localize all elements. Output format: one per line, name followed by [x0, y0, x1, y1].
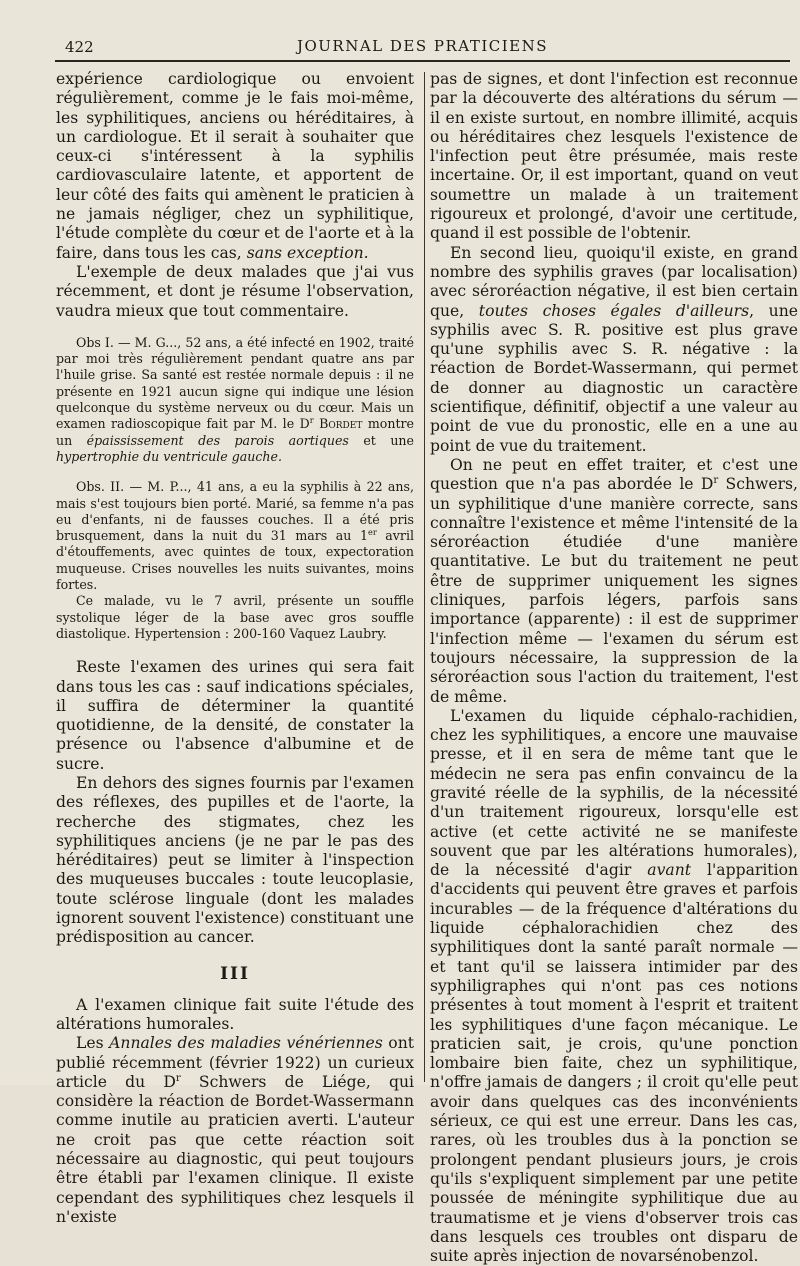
emphasis-text: avant: [647, 861, 692, 880]
emphasis-text: Annales des maladies vénériennes: [109, 1034, 383, 1053]
superscript: r: [175, 1072, 181, 1084]
emphasis-text: épaississement des parois aortiques: [86, 432, 349, 448]
observation-two: [56, 479, 414, 593]
obs-text: et une: [348, 432, 414, 448]
person-name: Bordet: [319, 416, 363, 432]
observation-two-continued: Ce malade, vu le 7 avril, présente un souffle systolique léger de la base avec gros souffle diastolique. Hypertension : 200-160 Vaquez Laubry.: [56, 593, 414, 641]
left-column: [56, 70, 415, 1226]
column-divider: [424, 72, 425, 1082]
paragraph-text: L'examen du liquide céphalo-rachidien, chez les syphilitiques, a encore une mauvaise presse, et il en sera de même tant que le médecin ne sera pas enfin convaincu de la gravité réelle de la syphilis, de la nécessité d'un traitement rigoureux, lorsqu'elle est active (et cette activité ne se manifeste souvent que par les altérations humorales), de la nécessité d'agir: [430, 706, 798, 880]
section-heading: III: [220, 963, 250, 984]
superscript: r: [309, 415, 314, 426]
emphasis-text: toutes choses égales d'ailleurs: [478, 301, 750, 320]
emphasis-text: hypertrophie du ventricule gauche.: [56, 448, 282, 464]
journal-title: JOURNAL DES PRATICIENS: [296, 37, 549, 55]
paragraph-text: En second lieu, quoiqu'il existe, en grand nombre des syphilis graves (par localisation) avec séroréaction négative, il est bien certain que,: [430, 243, 798, 320]
paragraph: En dehors des signes fournis par l'examen des réflexes, des pupilles et de l'aorte, la recherche des stigmates, chez les syphilitiques anciens (je ne par le pas des héréditaires) peut se limiter à l'inspection des muqueuses buccales : toute leucoplasie, toute sclérose linguale (dont les malades ignorent souvent l'existence) constituant une prédisposition au cancer.: [56, 773, 414, 947]
superscript: er: [367, 526, 377, 537]
paragraph: pas de signes, et dont l'infection est reconnue par la découverte des altérations du sérum — il en existe surtout, en nombre illimité, acquis ou héréditaires chez lesquels l'existence de l'infection peut être présumée, mais reste incertaine. Or, il est important, quand on veut soumettre un malade à un traitement rigoureux et prolongé, d'avoir une certitude, quand il est possible de l'obtenir.: [430, 70, 798, 243]
paragraph: A l'examen clinique fait suite l'étude des altérations humorales.: [56, 995, 414, 1033]
running-header: [55, 34, 790, 58]
paragraph-text: expérience cardiologique ou envoient régulièrement, comme je le fais moi-même, les syphilitiques, anciens ou héréditaires, à un cardiologue. Et il serait à souhaiter que ceux-ci s'intéressent à la syphilis cardiovasculaire latente, et apportent de leur côté des faits qui amènent le praticien à ne jamais négliger, chez un syphilitique, l'étude complète du cœur et de l'aorte et à la faire, dans tous les cas,: [56, 70, 414, 262]
paragraph-text: l'apparition d'accidents qui peuvent être graves et parfois incurables — de la fréquence d'altérations du liquide céphalorachidien chez des syphilitiques dont la santé paraît normale — et tant qu'il se laissera intimider par des syphiligraphes qui n'ont pas ces notions présentes à tout moment à l'esprit et traitent les syphilitiques d'une façon mécanique. Le praticien sait, je crois, qu'une ponction lombaire bien faite, chez un syphilitique, n'offre jamais de dangers ; il croit qu'elle peut avoir dans quelques cas des inconvénients sérieux, ce qui est une erreur. Dans les cas, rares, où les troubles dus à la ponction se prolongent pendant plusieurs jours, je crois qu'ils s'expliquent simplement par une petite poussée de méningite syphilitique due au traumatisme et je viens d'observer trois cas dans lesquels ces troubles ont disparu de suite après injection de novarsénobenzol.: [430, 861, 798, 1266]
paragraph: [56, 1034, 414, 1227]
header-rule: [55, 60, 790, 62]
paragraph: [430, 707, 798, 1266]
obs-text: montre un: [56, 416, 414, 448]
emphasis-text: sans exception.: [246, 243, 369, 262]
paragraph-text: On ne peut en effet traiter, et c'est une question que n'a pas abordée le D: [430, 455, 798, 494]
paragraph: Reste l'examen des urines qui sera fait dans tous les cas : sauf indications spéciales, il suffira de déterminer la quantité quotidienne, de la densité, de constater la présence ou l'absence d'albumine et de sucre.: [56, 658, 414, 773]
paragraph-text: ont publié récemment (février 1922) un curieux article du D: [56, 1034, 415, 1091]
superscript: r: [713, 475, 719, 487]
right-column: [430, 70, 798, 1266]
paragraph-text: Schwers de Liége, qui considère la réaction de Bordet-Wassermann comme inutile au praticien averti. L'auteur ne croit pas que cette réaction soit nécessaire au diagnostic, qui peut toujours être établi par l'examen clinique. Il existe cependant des syphilitiques chez lesquels il n'existe: [56, 1072, 414, 1226]
page-number: 422: [65, 38, 94, 56]
paragraph: [56, 70, 414, 263]
obs-text: Obs. II. — M. P..., 41 ans, a eu la syphilis à 22 ans, mais s'est toujours bien porté. Marié, sa femme n'a pas eu d'enfants, ni de fausses couches. Il a été pris brusquement, dans la nuit du 31 mars au 1: [56, 479, 414, 544]
observation-one: [56, 335, 414, 465]
paragraph-text: Schwers, un syphilitique d'une manière correcte, sans connaître l'existence et même l'intensité de la séroréaction étudiée d'une manière quantitative. Le but du traitement ne peut être de supprimer uniquement les signes cliniques, parfois légers, parfois sans importance (apparente) : il est de supprimer l'infection même — l'examen du sérum est toujours nécessaire, la suppression de la séroréaction sous l'action du traitement, l'est de même.: [430, 475, 798, 706]
obs-text: Obs I. — M. G..., 52 ans, a été infecté en 1902, traité par moi très régulièrement pendant quatre ans par l'huile grise. Sa santé est restée normale depuis : il ne présente en 1921 aucun signe qui indique une lésion quelconque du système nerveux ou du cœur. Mais un examen radioscopique fait par M. le D: [56, 334, 414, 432]
paragraph: [430, 244, 798, 456]
paragraph: [430, 456, 798, 707]
paragraph-text: , une syphilis avec S. R. positive est plus grave qu'une syphilis avec S. R. négative : la réaction de Bordet-Wassermann, qui permet de donner au diagnostic un caractère scientifique, définitif, objectif a une valeur au point de vue du pronostic, elle en a une au point de vue du traitement.: [430, 301, 798, 455]
paragraph: L'exemple de deux malades que j'ai vus récemment, et dont je résume l'observation, vaudra mieux que tout commentaire.: [56, 262, 414, 320]
paragraph-text: Les: [76, 1034, 110, 1053]
obs-text: avril d'étouffements, avec quintes de toux, expectoration muqueuse. Crises nouvelles les nuits suivantes, moins fortes.: [56, 528, 414, 593]
